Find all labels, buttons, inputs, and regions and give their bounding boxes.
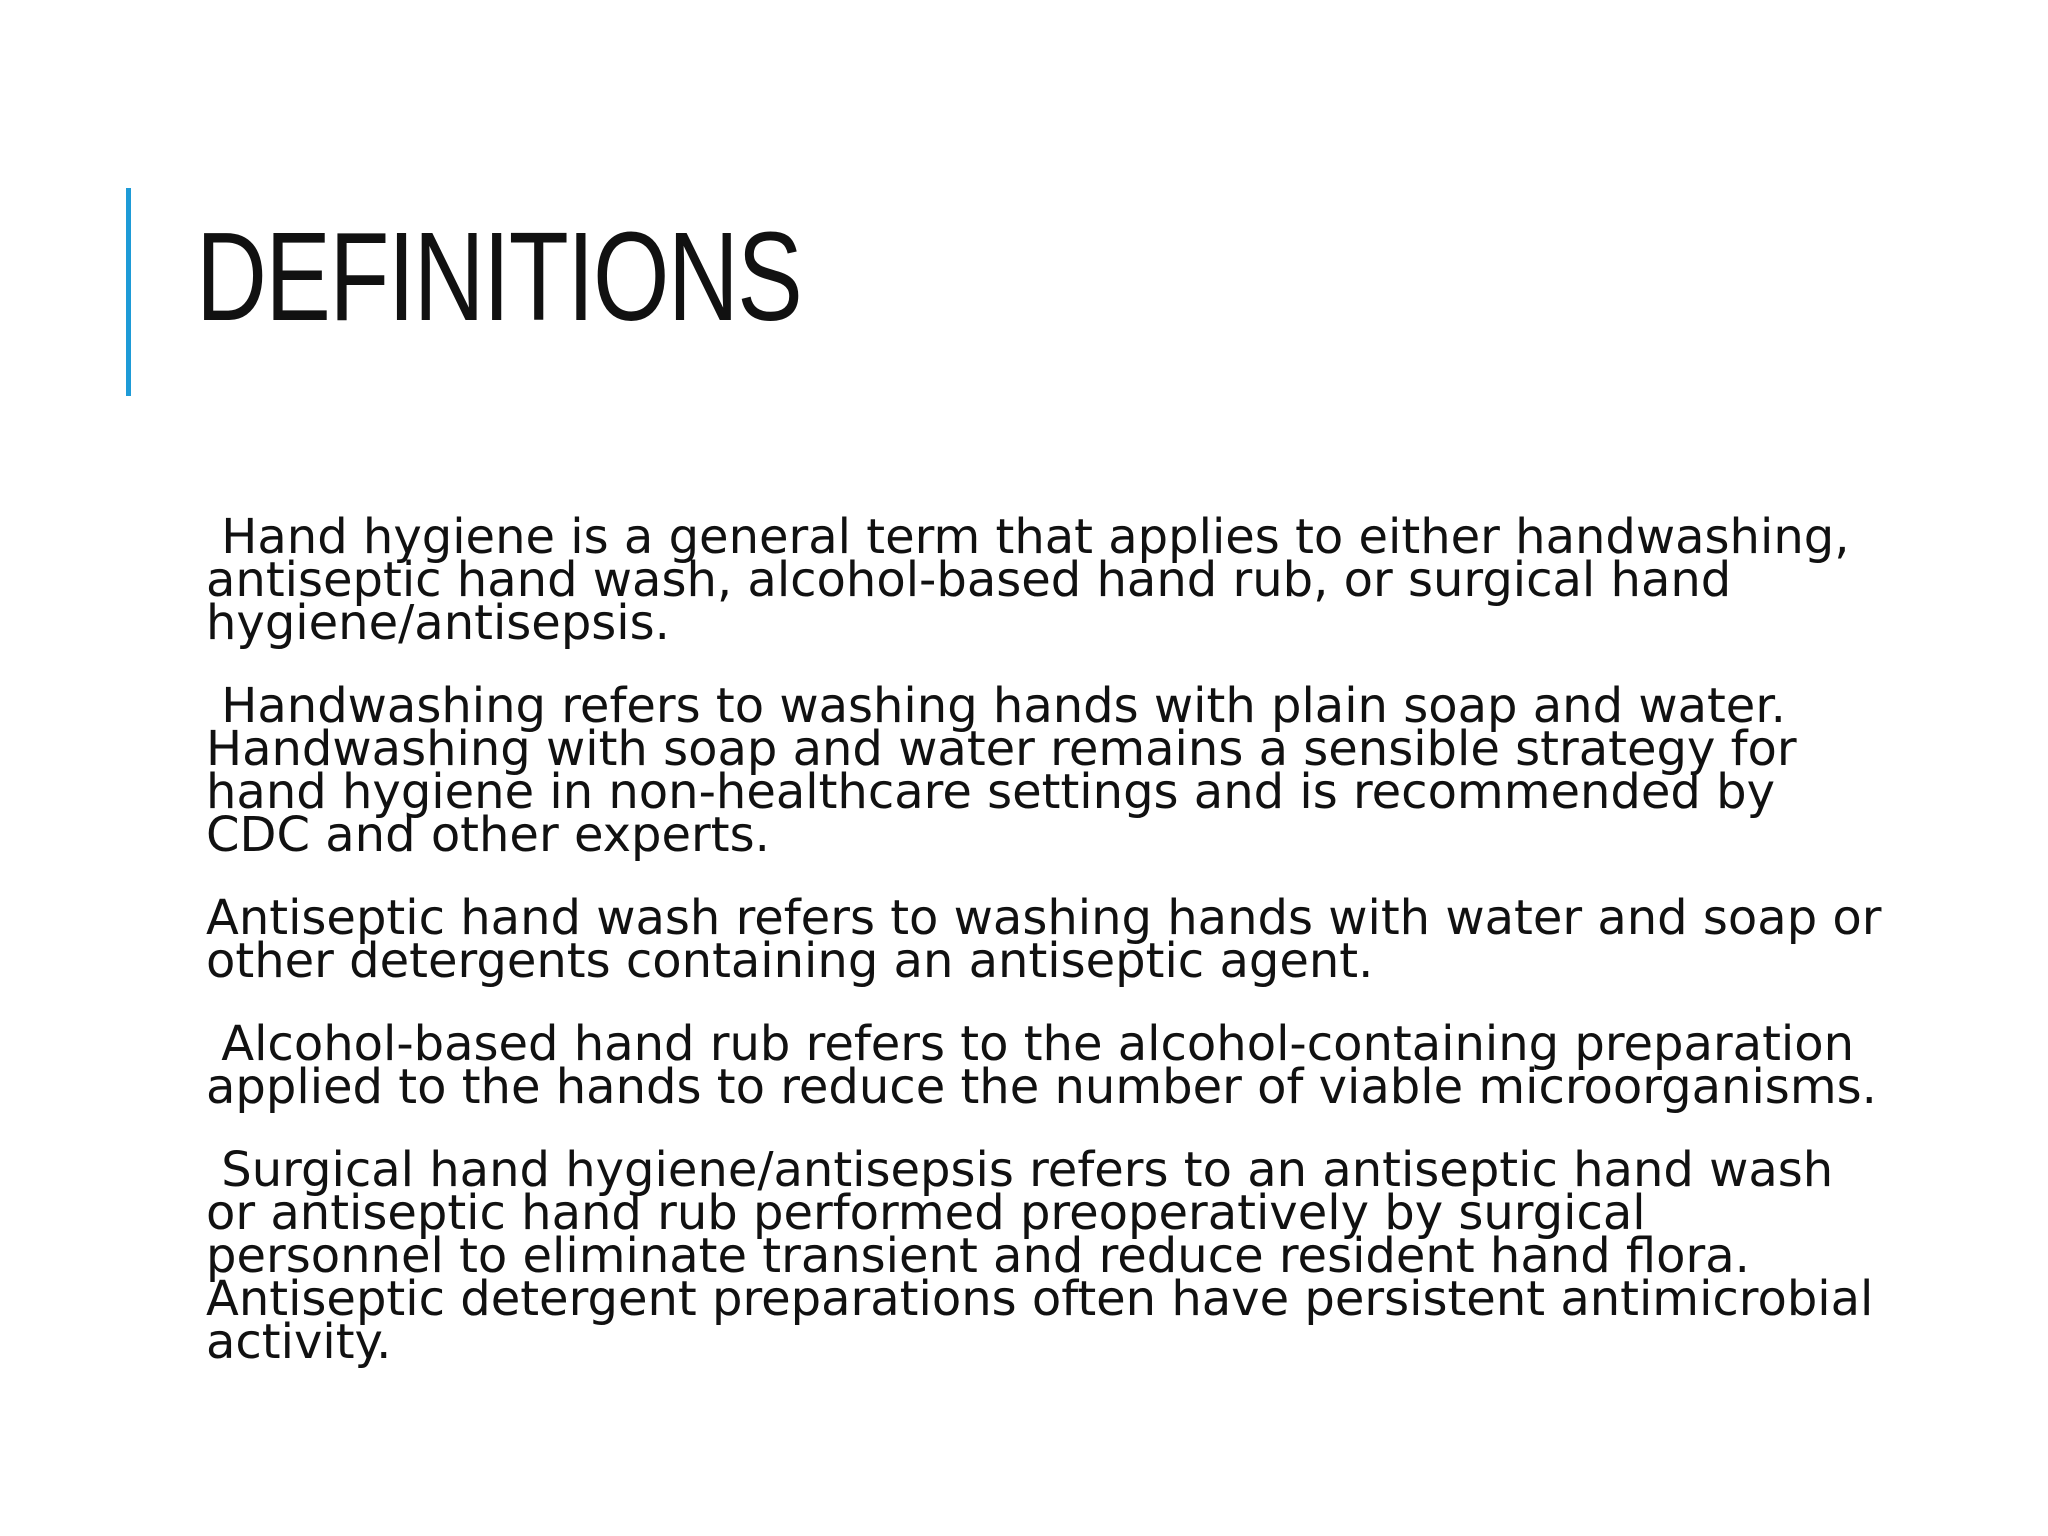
definition-hand-hygiene: Hand hygiene is a general term that applies to either handwashing, antiseptic hand wash, alcohol-based hand rub, or surgical hand hygiene/antisepsis.	[206, 509, 1850, 651]
slide-title: DEFINITIONS	[196, 206, 802, 347]
title-accent-bar	[126, 188, 131, 396]
definition-alcohol-based-hand-rub: Alcohol-based hand rub refers to the alcohol-containing preparation applied to the hands to reduce the number of viable microorganisms.	[206, 1016, 1877, 1115]
definition-antiseptic-hand-wash: Antiseptic hand wash refers to washing hands with water and soap or other detergents containing an antiseptic agent.	[206, 890, 1882, 989]
definition-handwashing: Handwashing refers to washing hands with plain soap and water. Handwashing with soap and water remains a sensible strategy for hand hygiene in non-healthcare settings and is recommended by CDC and other experts.	[206, 678, 1802, 863]
definitions-body	[206, 509, 1886, 1370]
definition-surgical-hand-hygiene: Surgical hand hygiene/antisepsis refers to an antiseptic hand wash or antiseptic hand rub performed preoperatively by surgical personnel to eliminate transient and reduce resident hand flora. Antiseptic detergent preparations often have persistent antimicrobial activity.	[206, 1142, 1874, 1370]
